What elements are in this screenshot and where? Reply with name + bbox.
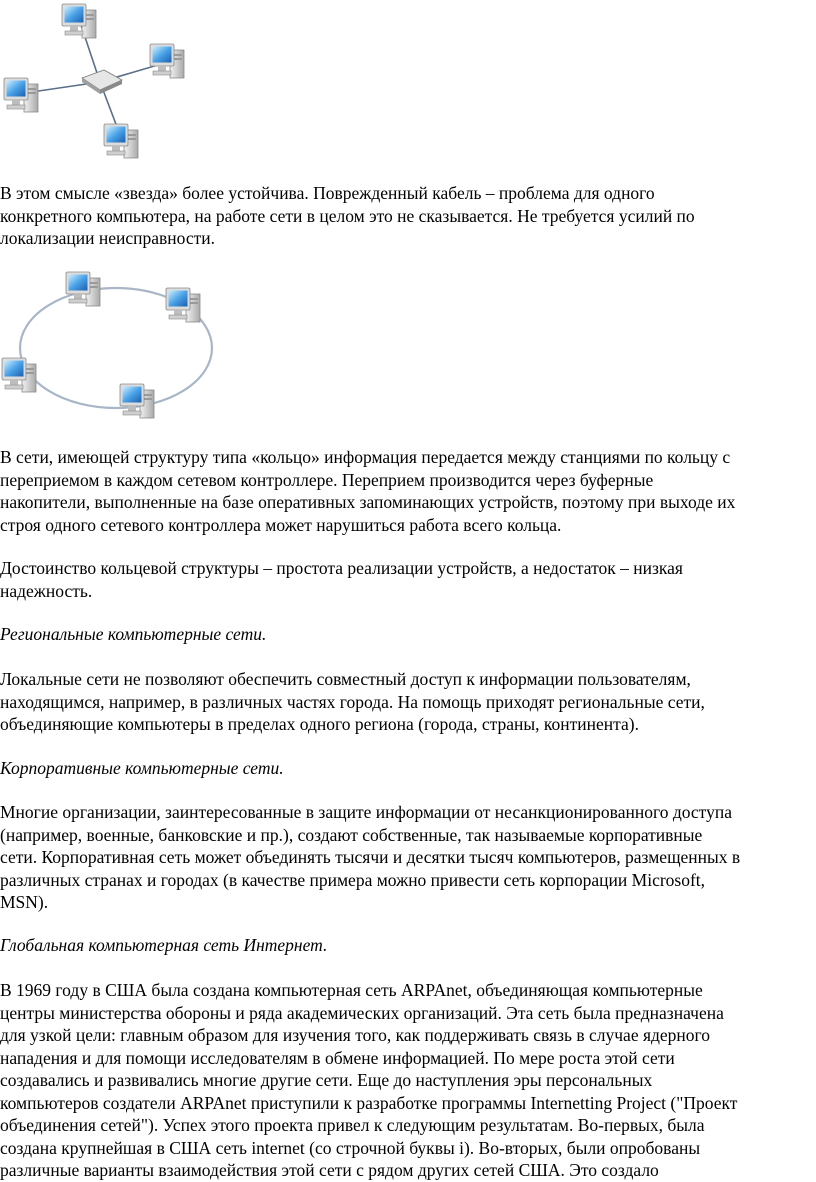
computer-icon [2,358,36,392]
regional-heading: Региональные компьютерные сети. [0,624,267,644]
internet-paragraph: В 1969 году в США была создана компьютерная сеть ARPAnet, объединяющая компьютерные центры министерства обороны и ряда академических организаций. Эта сеть была предназначена для узкой цели: главным образом для изучения того, как поддерживать связь в случае ядерного нападения и для помощи исследователям в обмене информацией. По мере роста этой сети создавались и развивались многие другие сети. Еще до наступления эры персональных компьютеров создатели ARPAnet приступили к разработке программы Internetting Project ("Проект объединения сетей"). Успех этого проекта привел к следующим результатам. Во-первых, была создана крупнейшая в США сеть internet (со строчной буквы i). Во-вторых, были опробованы различные варианты взаимодействия этой сети с рядом других сетей США. Это создало [0,980,738,1180]
computer-icon [150,44,184,78]
regional-paragraph: Локальные сети не позволяют обеспечить совместный доступ к информации пользователям, находящимся, например, в различных частях города. На помощь приходят региональные сети, объединяющие компьютеры в пределах одного региона (города, страны, континента). [0,669,705,734]
computer-icon [166,288,200,322]
ring-paragraph: В сети, имеющей структуру типа «кольцо» информация передается между станциями по кольцу с переприемом в каждом сетевом контроллере. Переприем производится через буферные накопители, выполненные на базе оперативных запоминающих устройств, поэтому при выходе их строя одного сетевого контроллера может нарушиться работа всего кольца. [0,447,736,535]
internet-heading: Глобальная компьютерная сеть Интернет. [0,935,328,955]
computer-icon [4,78,38,112]
computer-icon [66,272,100,306]
star-paragraph: В этом смысле «звезда» более устойчива. Поврежденный кабель – проблема для одного конкретного компьютера, на работе сети в целом это не сказывается. Не требуется усилий по локализации неисправности. [0,183,695,248]
ring-topology-diagram [0,268,230,428]
switch-icon [82,70,122,94]
corporate-heading: Корпоративные компьютерные сети. [0,758,284,778]
computer-icon [62,4,96,38]
star-topology-diagram [0,0,200,165]
corporate-paragraph: Многие организации, заинтересованные в защите информации от несанкционированного доступа (например, военные, банковские и пр.), создают собственные, так называемые корпоративные сети. Корпоративная сеть может объединять тысячи и десятки тысяч компьютеров, размещенных в различных странах и городах (в качестве примера можно привести сеть корпорации Microsoft, MSN). [0,802,741,912]
computer-icon [104,124,138,158]
computer-icon [120,384,154,418]
ring-merit-paragraph: Достоинство кольцевой структуры – простота реализации устройств, а недостаток – низкая надежность. [0,558,683,601]
